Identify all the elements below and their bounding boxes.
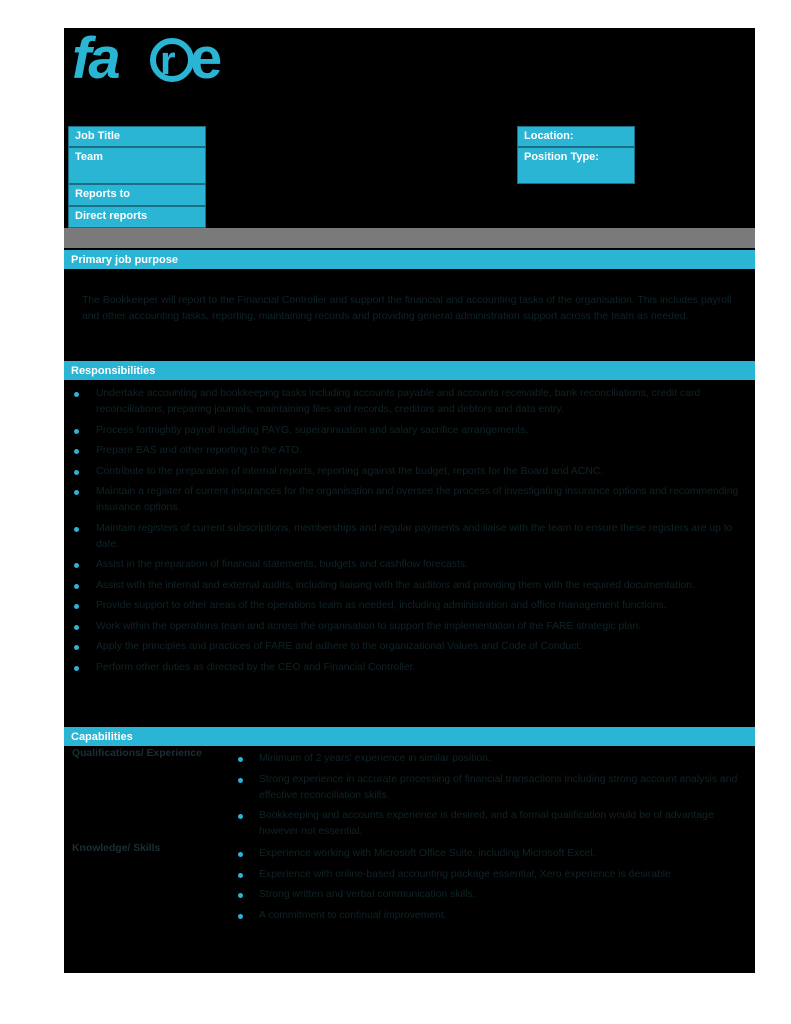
bullet-icon [74,527,79,532]
list-item [234,808,744,840]
list-item [234,846,744,862]
bullet-icon [74,490,79,495]
primary-purpose-text: The Bookkeeper will report to the Financial Controller and support the financial and accounting tasks of the organisation. This includes payroll and other accounting tasks, reporting, maintaining records and providing general administration support across the team as needed. [82,295,732,322]
list-item [72,443,748,459]
location-label: Location: [517,126,635,147]
direct-reports-label: Direct reports [68,206,206,228]
job-title-label: Job Title [68,126,206,147]
qualifications-label: Qualifications/ Experience [72,748,202,759]
list-item-text: Undertake accounting and bookkeeping tasks including accounts payable and accounts receivable, bank reconciliations, credit card reconciliations, preparing journals, maintaining files and records, creditors and debtors and data entry. [96,388,701,415]
bullet-icon [74,563,79,568]
responsibilities-heading: Responsibilities [64,361,755,380]
document-page [64,28,755,973]
list-item [72,578,748,594]
list-item [234,772,744,804]
team-label: Team [68,147,206,184]
list-item-text: Prepare BAS and other reporting to the ATO. [96,445,302,456]
list-item [72,619,748,635]
bullet-icon [74,449,79,454]
bullet-icon [74,625,79,630]
bullet-icon [74,604,79,609]
reports-to-label: Reports to [68,184,206,206]
list-item-text: Perform other duties as directed by the CEO and Financial Controller. [96,661,416,673]
list-item [72,423,748,439]
divider-bar [64,228,755,248]
bullet-icon [238,893,243,898]
list-item [72,639,748,655]
svg-text:r: r [160,39,176,83]
capabilities-heading: Capabilities [64,727,755,746]
bullet-icon [74,470,79,475]
list-item-text: Work within the operations team and across the organisation to support the implementation of the FARE strategic plan. [96,620,642,632]
list-item [234,751,744,767]
list-item-text: Strong written and verbal communication skills. [259,889,476,900]
list-item [72,386,748,418]
list-item-text: Process fortnightly payroll including PAYG, superannuation and salary sacrifice arrangements. [96,424,529,436]
list-item [72,660,748,676]
list-item-text: Assist with the internal and external audits, including liaising with the auditors and providing them with the required documentation. [96,579,695,591]
bullet-icon [238,914,243,919]
list-item-text: Maintain registers of current subscriptions, memberships and regular payments and liaise with the team to ensure these registers are up to date. [96,522,733,550]
list-item-text: Apply the principles and practices of FARE and adhere to the organizational Values and Code of Conduct. [96,641,583,652]
bullet-icon [74,392,79,397]
list-item [234,887,744,903]
list-item [72,484,748,516]
position-type-label: Position Type: [517,147,635,184]
list-item-text: Contribute to the preparation of internal reports, reporting against the budget, reports for the Board and ACNC. [96,465,604,477]
list-item-text: A commitment to continual improvement. [259,909,447,921]
list-item-text: Assist in the preparation of financial statements, budgets and cashflow forecasts. [96,559,468,570]
knowledge-list [234,846,744,928]
list-item [234,867,744,883]
bullet-icon [74,429,79,434]
bullet-icon [238,814,243,819]
bullet-icon [74,666,79,671]
bullet-icon [74,584,79,589]
list-item [234,908,744,924]
list-item [72,557,748,573]
list-item-text: Maintain a register of current insurances for the organisation and oversee the process of investigating insurance options and recommending insurance options. [96,486,739,513]
svg-text:fa: fa [72,28,118,88]
qualifications-list [234,751,744,845]
list-item [72,464,748,480]
bullet-icon [238,873,243,878]
bullet-icon [74,645,79,650]
list-item-text: Experience with online-based accounting package essential, Xero experience is desirable [259,868,671,880]
list-item-text: Provide support to other areas of the operations team as needed, including administration and office management functions. [96,600,667,611]
bullet-icon [238,852,243,857]
bullet-icon [238,778,243,783]
primary-purpose-heading: Primary job purpose [64,250,755,269]
bullet-icon [238,757,243,762]
list-item [72,521,748,553]
list-item [72,598,748,614]
list-item-text: Strong experience in accurate processing of financial transactions including strong account analysis and effective reconciliation skills. [259,773,738,801]
knowledge-label: Knowledge/ Skills [72,843,161,854]
list-item-text: Experience working with Microsoft Office Suite, including Microsoft Excel. [259,848,596,859]
fare-logo [72,28,242,88]
list-item-text: Minimum of 2 years' experience in similar position. [259,753,491,764]
responsibilities-list [72,386,748,680]
list-item-text: Bookkeeping and accounts experience is desired, and a formal qualification would be of advantage however not essential. [259,810,714,837]
svg-text:e: e [190,28,223,88]
